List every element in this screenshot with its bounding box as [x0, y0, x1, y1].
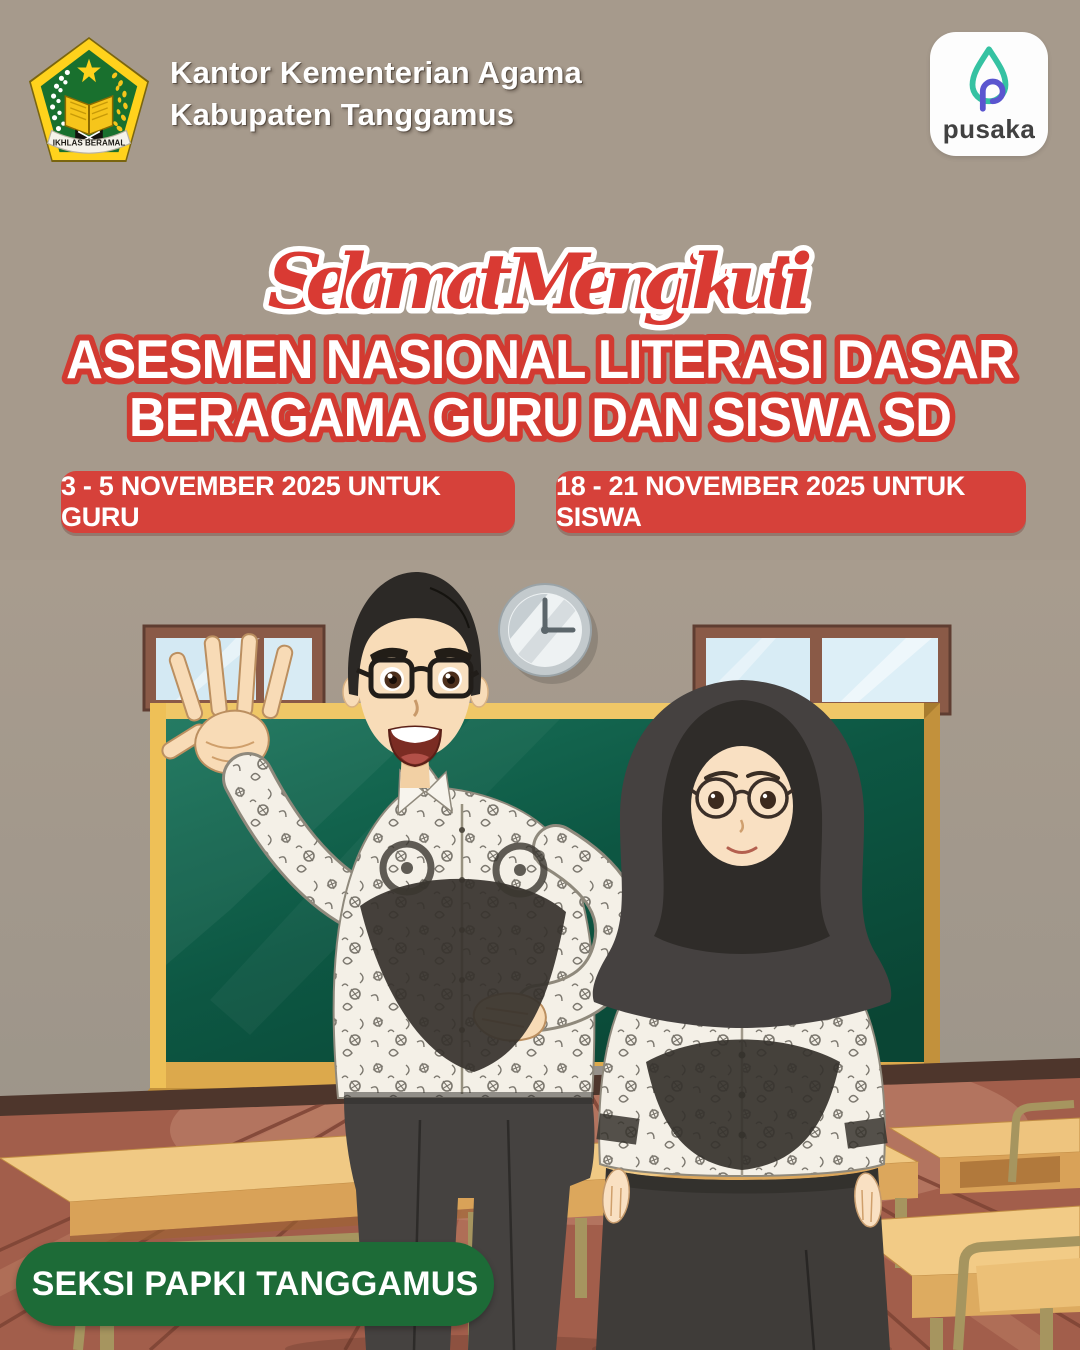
script-title: Selamat Mengikuti [267, 237, 813, 326]
kemenag-logo [26, 34, 152, 166]
org-line2: Kabupaten Tanggamus [170, 97, 515, 132]
schedule-guru-text: 3 - 5 NOVEMBER 2025 UNTUK GURU [61, 471, 441, 532]
pusaka-label: pusaka [942, 113, 1036, 144]
org-name [170, 52, 582, 136]
section-badge [16, 1242, 494, 1326]
title-line1: ASESMEN NASIONAL LITERASI DASAR [66, 328, 1015, 390]
character-female-teacher [593, 680, 891, 1350]
main-title [0, 312, 1080, 452]
schedule-siswa-text: 18 - 21 NOVEMBER 2025 UNTUK SISWA [556, 471, 966, 532]
schedule-badge-siswa [556, 471, 1026, 533]
pusaka-drop-icon [963, 46, 1015, 112]
title-line2: BERAGAMA GURU DAN SISWA SD [129, 386, 951, 448]
classroom-illustration [0, 560, 1080, 1350]
section-badge-text: SEKSI PAPKI TANGGAMUS [31, 1264, 479, 1303]
logo-motto: IKHLAS BERAMAL [52, 138, 126, 148]
org-line1: Kantor Kementerian Agama [170, 55, 582, 90]
pusaka-app-icon [930, 32, 1048, 156]
schedule-badge-guru [61, 471, 515, 533]
